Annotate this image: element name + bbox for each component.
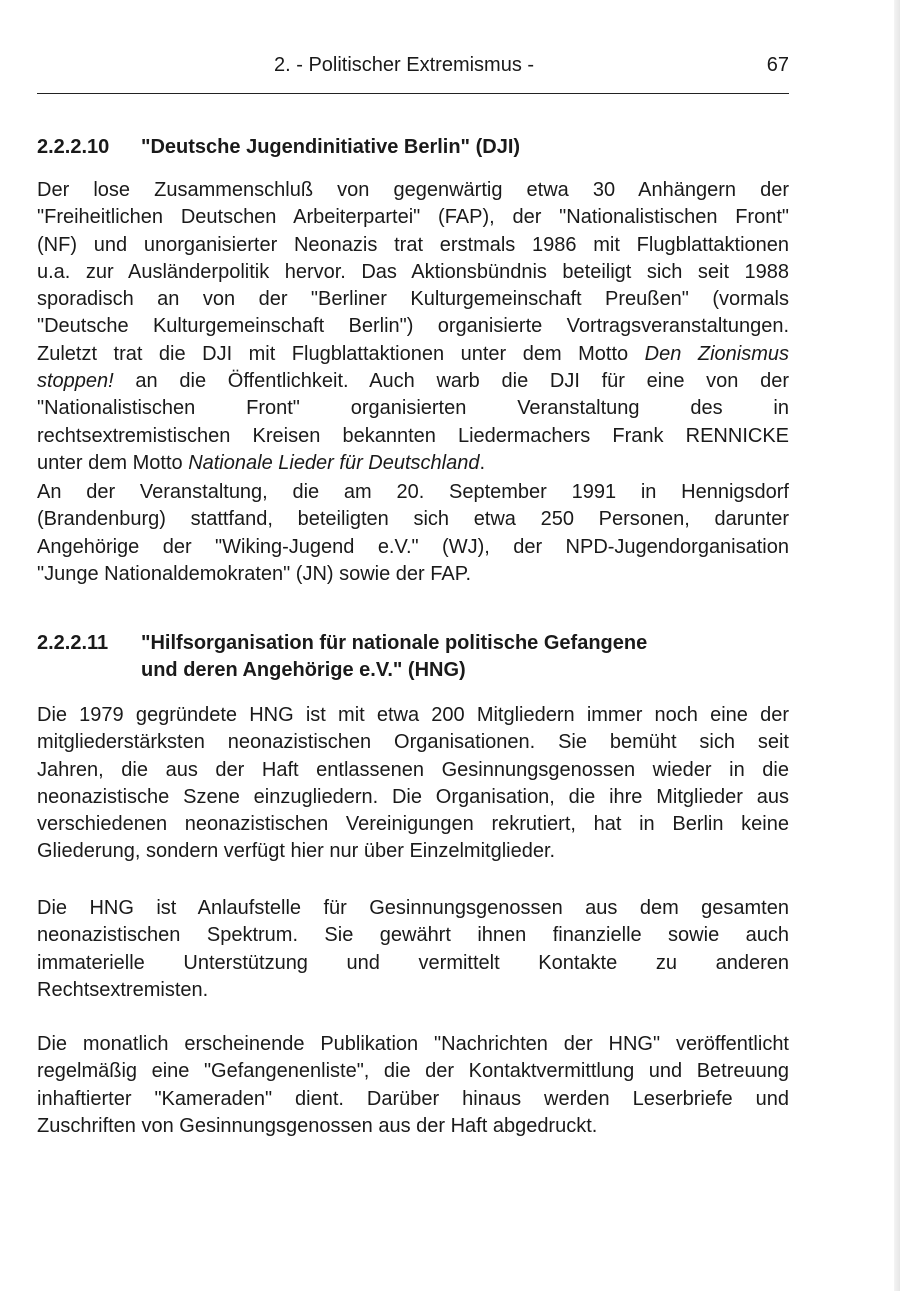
- text-line: regelmäßig eine "Gefangenenliste", die der Kontaktvermittlung und Betreuung: [37, 1060, 789, 1083]
- section-heading-dji: [37, 134, 789, 164]
- text-line: inhaftierter "Kameraden" dient. Darüber hinaus werden Leserbriefe und: [37, 1087, 789, 1110]
- paragraph-hng-2: [37, 895, 789, 1004]
- running-header: [37, 52, 789, 82]
- text-fragment: an die Öffentlichkeit. Auch warb die DJI für eine von der: [113, 370, 789, 393]
- section-title-line1: "Hilfsorganisation für nationale politische Gefangene: [141, 632, 648, 654]
- text-line: Die 1979 gegründete HNG ist mit etwa 200 Mitgliedern immer noch eine der: [37, 704, 789, 726]
- text-line: "Freiheitlichen Deutschen Arbeiterpartei" (FAP), der "Nationalistischen Front": [37, 206, 789, 229]
- text-fragment: Zuletzt trat die DJI mit Flugblattaktionen unter dem Motto: [37, 342, 645, 365]
- page-number: 67: [766, 54, 789, 76]
- paragraph-hng-3: [37, 1031, 789, 1140]
- text-line: "Junge Nationaldemokraten" (JN) sowie der FAP.: [37, 562, 472, 585]
- header-title: 2. - Politischer Extremismus -: [274, 54, 535, 76]
- section-title: "Deutsche Jugendinitiative Berlin" (DJI): [141, 136, 521, 158]
- section-heading-hng: [37, 630, 789, 686]
- text-line: immaterielle Unterstützung und vermittelt Kontakte zu anderen: [37, 951, 789, 974]
- text-line: [37, 341, 789, 368]
- text-line: Gliederung, sondern verfügt hier nur über Einzelmitglieder.: [37, 840, 556, 863]
- text-line: Der lose Zusammenschluß von gegenwärtig etwa 30 Anhängern der: [37, 179, 789, 201]
- text-line: neonazistischen Spektrum. Sie gewährt ihnen finanzielle sowie auch: [37, 924, 789, 947]
- text-line: Angehörige der "Wiking-Jugend e.V." (WJ), der NPD-Jugendorganisation: [37, 535, 789, 558]
- paragraph-dji-1: [37, 177, 789, 477]
- text-line: mitgliederstärksten neonazistischen Organisationen. Sie bemüht sich seit: [37, 731, 789, 754]
- text-line: verschiedenen neonazistischen Vereinigungen rekrutiert, hat in Berlin keine: [37, 813, 789, 836]
- text-line: An der Veranstaltung, die am 20. September 1991 in Hennigsdorf: [37, 481, 789, 503]
- italic-motto: stoppen!: [37, 370, 114, 393]
- text-line: Jahren, die aus der Haft entlassenen Gesinnungsgenossen wieder in die: [37, 758, 789, 781]
- italic-motto: Den Zionismus: [644, 342, 789, 365]
- text-line: [37, 368, 789, 395]
- text-line: Zuschriften von Gesinnungsgenossen aus der Haft abgedruckt.: [37, 1114, 598, 1137]
- section-number: 2.2.2.10: [37, 136, 110, 158]
- text-line: (Brandenburg) stattfand, beteiligten sich etwa 250 Personen, darunter: [37, 508, 789, 531]
- paragraph-dji-2: [37, 479, 789, 588]
- header-rule: [37, 93, 789, 94]
- page-edge: [894, 0, 900, 1291]
- text-fragment: unter dem Motto: [37, 451, 189, 474]
- text-line: (NF) und unorganisierter Neonazis trat erstmals 1986 mit Flugblattaktionen: [37, 233, 789, 256]
- text-line: Die HNG ist Anlaufstelle für Gesinnungsgenossen aus dem gesamten: [37, 897, 789, 919]
- text-line: "Nationalistischen Front" organisierten Veranstaltung des in: [37, 397, 789, 420]
- italic-motto: Nationale Lieder für Deutschland: [188, 451, 480, 474]
- text-line: rechtsextremistischen Kreisen bekannten Liedermachers Frank RENNICKE: [37, 424, 789, 447]
- text-line: u.a. zur Ausländerpolitik hervor. Das Aktionsbündnis beteiligt sich seit 1988: [37, 260, 789, 283]
- text-line: Rechtsextremisten.: [37, 978, 209, 1001]
- text-line: "Deutsche Kulturgemeinschaft Berlin") organisierte Vortragsveranstaltungen.: [37, 315, 789, 338]
- text-line: Die monatlich erscheinende Publikation "Nachrichten der HNG" veröffentlicht: [37, 1033, 789, 1055]
- text-fragment: .: [479, 451, 486, 474]
- text-line: sporadisch an von der "Berliner Kulturgemeinschaft Preußen" (vormals: [37, 288, 789, 311]
- section-number: 2.2.2.11: [37, 632, 109, 654]
- paragraph-hng-1: [37, 702, 789, 866]
- text-line: [37, 450, 789, 477]
- section-title-line2: und deren Angehörige e.V." (HNG): [141, 659, 466, 681]
- text-line: neonazistische Szene einzugliedern. Die Organisation, die ihre Mitglieder aus: [37, 785, 789, 808]
